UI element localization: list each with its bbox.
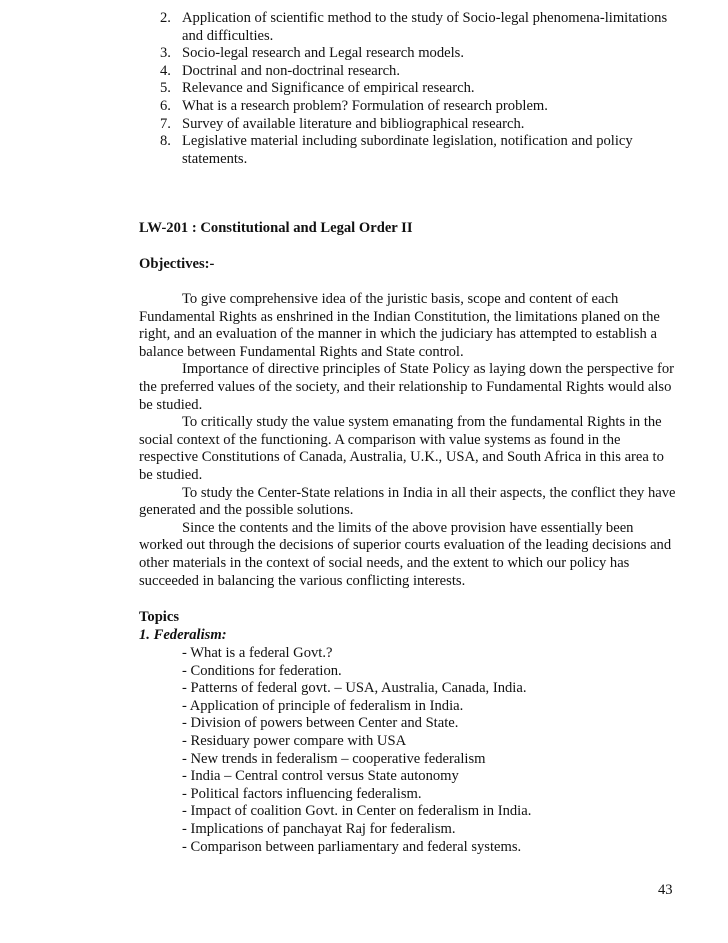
list-item-number: 6. [160, 97, 171, 114]
topic-item: - Implications of panchayat Raj for federalism. [182, 820, 456, 837]
topic-item: - Patterns of federal govt. – USA, Australia, Canada, India. [182, 680, 527, 697]
topic-item: - What is a federal Govt.? [182, 645, 333, 661]
topic-item: - Conditions for federation. [182, 662, 342, 679]
list-item-text: Socio-legal research and Legal research models. [182, 45, 465, 62]
objective-paragraph: To give comprehensive idea of the juristic basis, scope and content of each Fundamental Rights as enshrined in the Indian Constitution, the limitations planed on the right, and an evaluation of the manner in which the judiciary has attempted to establish a balance between Fundamental Rights and State control. [139, 291, 660, 360]
list-item [160, 116, 680, 134]
course-title: LW-201 : Constitutional and Legal Order II [139, 220, 413, 236]
list-item [160, 10, 680, 45]
topic-item: - Application of principle of federalism in India. [182, 697, 464, 714]
topic-item: - Impact of coalition Govt. in Center on federalism in India. [182, 803, 532, 820]
topic-items-list [139, 645, 679, 856]
list-item [160, 133, 680, 168]
list-item-text: Application of scientific method to the study of Socio-legal phenomena-limitations and difficulties. [182, 10, 668, 44]
objective-paragraph: Since the contents and the limits of the above provision have essentially been worked out through the decisions of superior courts evaluation of the leading decisions and other materials in the context of social needs, and the extent to which our policy has succeeded in balancing the various conflicting interests. [139, 519, 672, 589]
topic-item: - New trends in federalism – cooperative federalism [182, 750, 486, 767]
list-item [160, 98, 680, 116]
objectives-heading: Objectives:- [139, 256, 215, 272]
topic-items-container [139, 645, 679, 856]
page-number: 43 [658, 882, 673, 898]
list-item-text: Relevance and Significance of empirical research. [182, 80, 475, 97]
list-item-number: 3. [160, 45, 171, 62]
objectives-body [139, 291, 679, 590]
objective-paragraph: To critically study the value system emanating from the fundamental Rights in the social context of the functioning. A comparison with value systems as found in the respective Constitutions of Canada, Australia, U.K., USA, and South Africa in this area to be studied. [139, 414, 664, 483]
topic-item: - India – Central control versus State autonomy [182, 768, 459, 785]
topic-item: - Residuary power compare with USA [182, 732, 407, 749]
list-item-number: 8. [160, 133, 171, 150]
list-item-text: What is a research problem? Formulation of research problem. [182, 97, 548, 114]
topic-item: - Political factors influencing federalism. [182, 785, 422, 802]
list-item-number: 4. [160, 62, 171, 79]
list-item-text: Doctrinal and non-doctrinal research. [182, 62, 401, 79]
list-item [160, 63, 680, 81]
objective-paragraph: Importance of directive principles of State Policy as laying down the perspective for the preferred values of the society, and their relationship to Fundamental Rights would also be studied. [139, 361, 674, 413]
topic-item: - Comparison between parliamentary and federal systems. [182, 838, 522, 855]
list-item [160, 45, 680, 63]
list-item [160, 80, 680, 98]
list-item-text: Survey of available literature and bibliographical research. [182, 115, 525, 132]
topics-heading: Topics [139, 609, 180, 625]
research-topics-list [160, 10, 680, 168]
list-item-number: 7. [160, 115, 171, 132]
topic-section-title: 1. Federalism: [139, 627, 227, 643]
list-item-text: Legislative material including subordinate legislation, notification and policy statements. [182, 133, 633, 167]
objective-paragraph: To study the Center-State relations in India in all their aspects, the conflict they have generated and the possible solutions. [139, 484, 676, 519]
list-item-number: 2. [160, 10, 171, 26]
list-item-number: 5. [160, 80, 171, 97]
topic-item: - Division of powers between Center and State. [182, 715, 459, 732]
